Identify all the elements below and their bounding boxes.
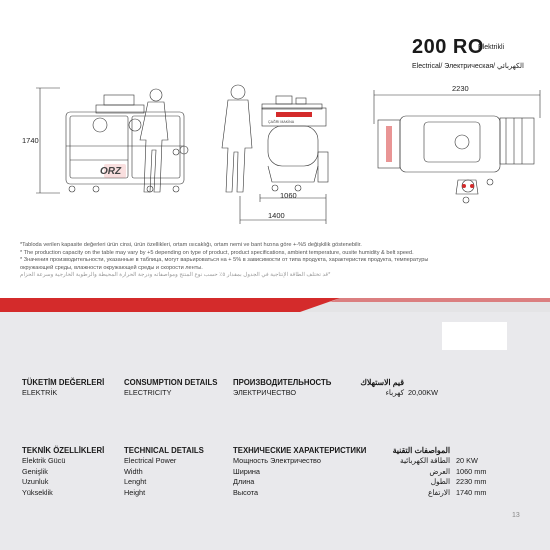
consumption-value: 20,00KW — [408, 388, 439, 398]
consumption-heading-ru: ПРОИЗВОДИТЕЛЬНОСТЬ — [233, 378, 332, 387]
technical-row-ar: العرض — [429, 466, 450, 476]
technical-heading-ar: المواصفات التقنية — [392, 446, 450, 455]
technical-row-ru: Ширина — [233, 466, 260, 476]
technical-turkish — [22, 446, 122, 498]
blank-label-box — [442, 322, 507, 350]
technical-row-ar: الطاقة الكهربائية — [400, 456, 450, 466]
technical-heading-en: TECHNICAL DETAILS — [124, 446, 204, 455]
technical-heading-ru: ТЕХНИЧЕСКИЕ ХАРАКТЕРИСТИКИ — [233, 446, 367, 455]
red-divider-band — [0, 298, 550, 312]
technical-row-en: Lenght — [124, 477, 147, 487]
note-english: * The production capacity on the table may vary by +5 depending on type of product, product specifications, ambient temperature, ousite humidity & belt speed. — [20, 249, 414, 256]
technical-heading-tr: TEKNİK ÖZELLİKLERİ — [22, 446, 105, 455]
consumption-heading-en: CONSUMPTION DETAILS — [124, 378, 218, 387]
note-russian-line-2: окружающей среды, влажности окружающей среды и скорости ленты. — [20, 264, 203, 271]
technical-row-en: Electrical Power — [124, 456, 177, 466]
technical-value: 1060 mm — [456, 466, 487, 476]
technical-row-ru: Высота — [233, 487, 259, 497]
panel-brand-label: ÇAĞRI MAKİNA — [268, 120, 295, 124]
technical-arabic — [368, 446, 450, 498]
note-russian-line-1: * Значения производительности, указанные в таблица, могут варьироваться на + 5% в зависимости от типа продукта, характеристик продукта, температуры — [20, 257, 429, 264]
model-title: 200 RO — [412, 36, 484, 58]
technical-row-tr: Uzunluk — [22, 477, 49, 487]
consumption-turkish — [22, 378, 122, 399]
consumption-heading-tr: TÜKETİM DEĞERLERİ — [22, 378, 105, 387]
page-number: 13 — [512, 512, 520, 519]
consumption-item-en: ELECTRICITY — [124, 388, 172, 398]
note-turkish: *Tabloda verilen kapasite değerleri ürün cinsi, ürün özellikleri, ortam ısıcaklığı, ortam nemi ve bant hızına göre +-%5 değişkilik göstenebilir. — [20, 242, 362, 248]
width-dimension-label: 1060 — [280, 191, 297, 200]
machine-logo: ORZ — [100, 166, 122, 177]
consumption-heading-ar: قيم الاستهلاك — [360, 378, 404, 387]
model-type-translations: Electrical/ Электрическая/ الكهربائي — [412, 63, 524, 70]
model-type: Elektrikli — [478, 44, 505, 51]
height-dimension-label: 1740 — [22, 136, 39, 145]
depth-dimension-label: 1400 — [268, 211, 285, 220]
technical-row-ru: Мощность Электричество — [233, 456, 321, 466]
length-dimension-label: 2230 — [452, 84, 469, 93]
consumption-item-ru: ЭЛЕКТРИЧЕСТВО — [233, 388, 296, 398]
technical-value: 1740 mm — [456, 487, 487, 497]
technical-row-en: Height — [124, 487, 146, 497]
technical-values — [456, 456, 526, 498]
top-view-drawing — [374, 90, 540, 203]
consumption-item-tr: ELEKTRİK — [22, 388, 58, 398]
technical-row-en: Width — [124, 466, 143, 476]
consumption-english — [124, 378, 230, 399]
capacity-notes — [20, 242, 540, 280]
technical-row-tr: Yükseklik — [22, 487, 53, 497]
note-arabic: *قد تختلف الطاقة الإنتاجية في الجدول بمقدار ٥٪ حسب نوع المنتج ومواصفاته ودرجة الحرارة المحيطة والرطوبة الخارجية وسرعة الحزام — [20, 272, 331, 279]
technical-row-ar: الارتفاع — [427, 487, 450, 497]
technical-row-tr: Elektrik Gücü — [22, 456, 66, 466]
consumption-item-ar: كهرباء — [385, 388, 404, 398]
technical-english — [124, 446, 230, 498]
consumption-arabic — [330, 378, 404, 399]
technical-value: 2230 mm — [456, 477, 487, 487]
technical-russian — [233, 446, 383, 498]
side-view-drawing — [222, 85, 328, 224]
technical-value: 20 KW — [456, 456, 478, 466]
technical-row-ar: الطول — [430, 477, 450, 487]
technical-row-ru: Длина — [233, 477, 255, 487]
technical-row-tr: Genişlik — [22, 466, 48, 476]
